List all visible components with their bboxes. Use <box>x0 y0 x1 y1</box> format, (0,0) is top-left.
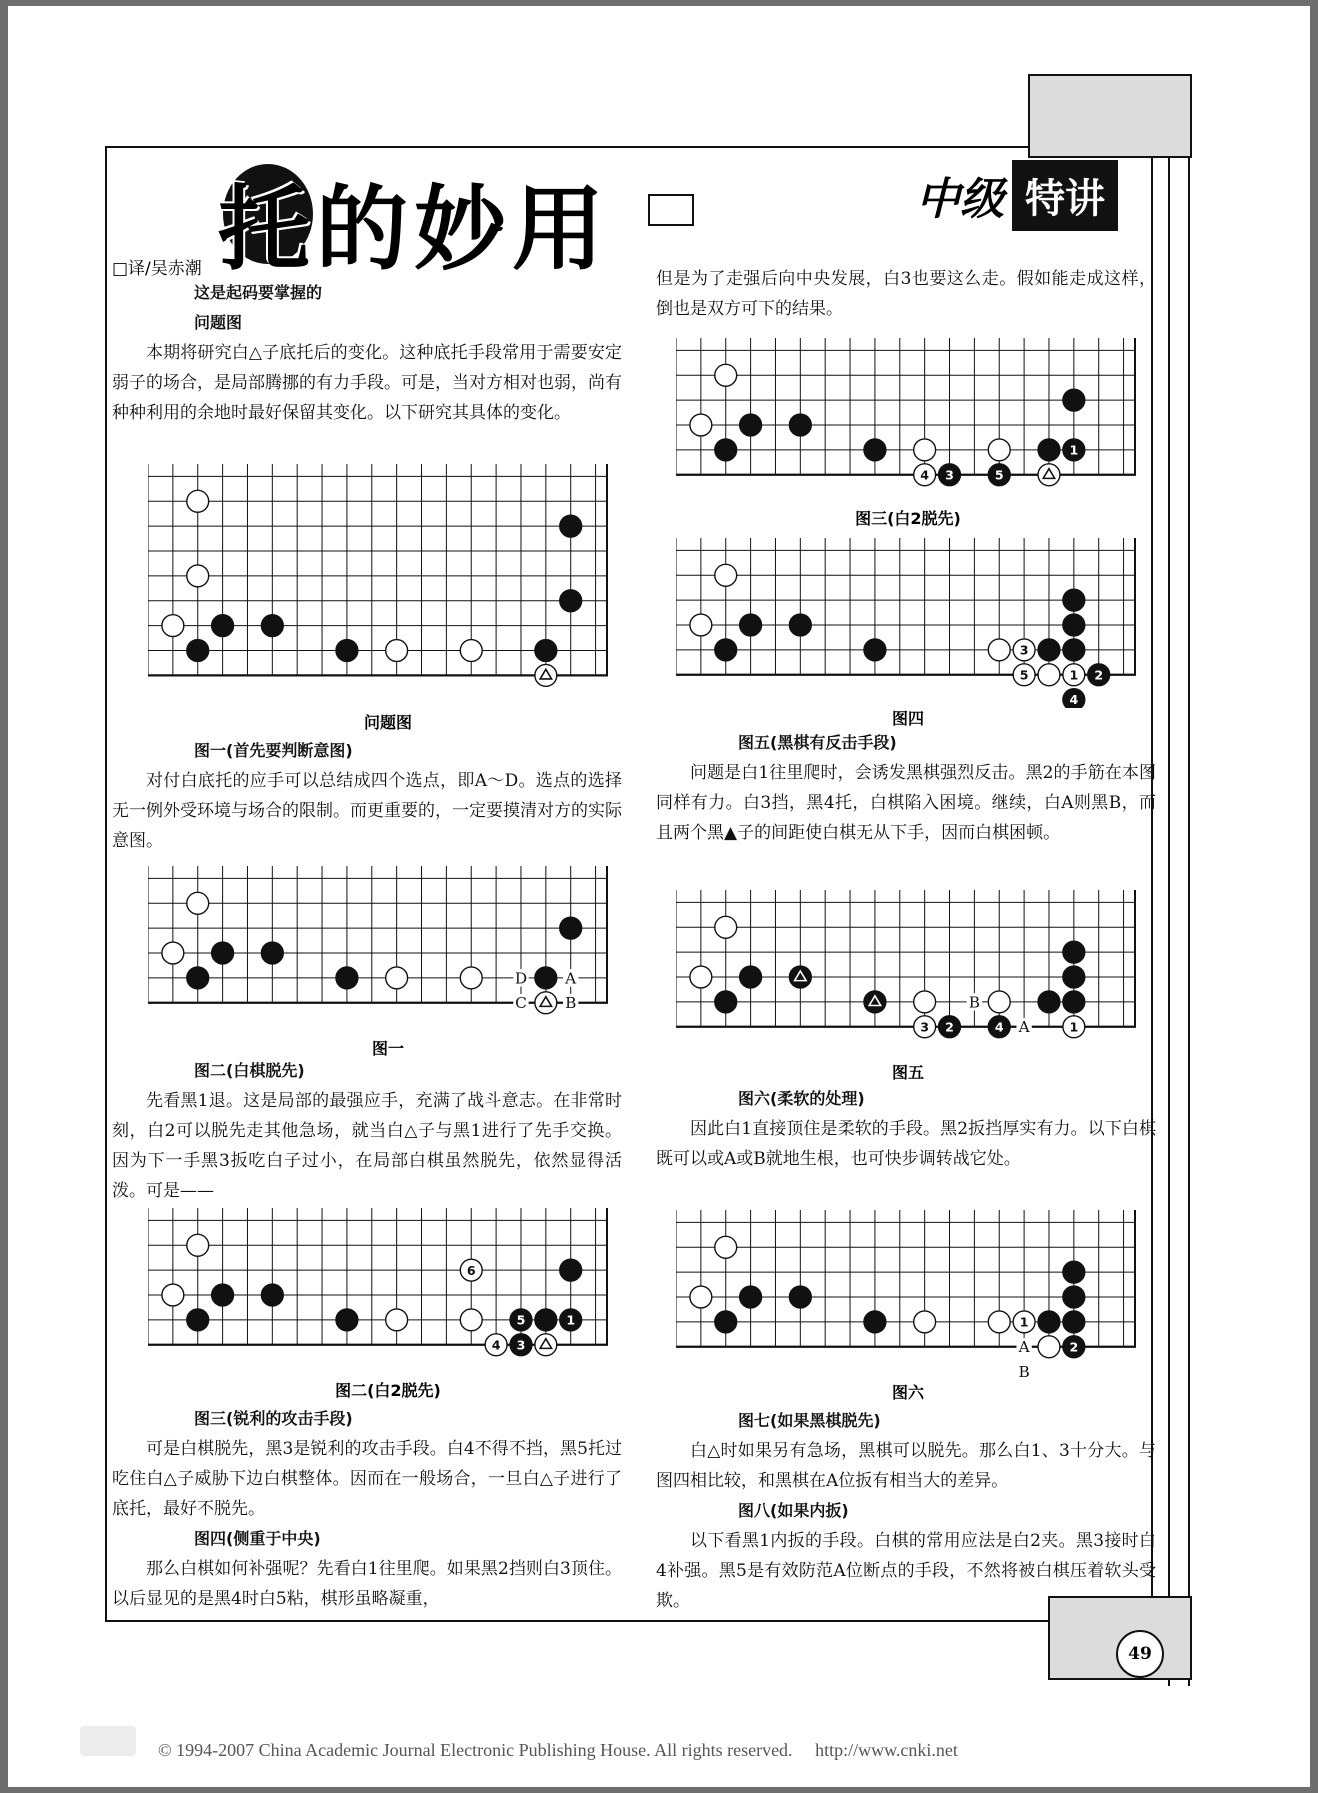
black-stone <box>1063 614 1085 636</box>
black-stone <box>1063 1311 1085 1333</box>
white-stone <box>386 640 408 662</box>
black-stone <box>988 1016 1010 1038</box>
black-stone <box>939 1016 961 1038</box>
white-stone <box>715 916 737 938</box>
fig4-heading: 图四(侧重于中央) <box>194 1529 321 1548</box>
svg-text:5: 5 <box>516 1312 526 1328</box>
white-stone <box>1038 664 1060 686</box>
fig3-heading: 图三(锐利的攻击手段) <box>194 1409 353 1428</box>
footer-url: http://www.cnki.net <box>815 1740 958 1760</box>
go-board-fig2 <box>148 1208 608 1378</box>
svg-text:4: 4 <box>491 1337 501 1353</box>
black-stone <box>1063 1261 1085 1283</box>
white-stone <box>914 1016 936 1038</box>
series-label <box>908 164 1118 226</box>
black-stone <box>535 1309 557 1331</box>
white-stone <box>386 1309 408 1331</box>
black-stone <box>1063 1336 1085 1358</box>
white-stone <box>715 564 737 586</box>
black-stone <box>864 639 886 661</box>
caption-problem: 问题图 <box>363 713 412 732</box>
svg-text:3: 3 <box>920 1019 930 1035</box>
svg-text:3: 3 <box>945 467 954 483</box>
black-stone <box>1063 639 1085 661</box>
white-stone <box>187 565 209 587</box>
white-stone <box>914 1311 936 1333</box>
svg-text:2: 2 <box>945 1019 954 1035</box>
black-stone <box>560 590 582 612</box>
go-board-fig6 <box>676 1210 1136 1380</box>
black-stone <box>336 640 358 662</box>
black-stone <box>1038 439 1060 461</box>
series-level: 中级 <box>916 174 1004 225</box>
fig8-paragraph: 以下看黑1内扳的手段。白棋的常用应法是白2夹。黑3接时白4补强。黑5是有效防范A位断点的手段，不然将被白棋压着软头受欺。 <box>656 1531 1156 1611</box>
intro-heading: 这是起码要掌握的 <box>194 283 323 302</box>
black-stone <box>510 1334 532 1356</box>
black-stone <box>1063 439 1085 461</box>
go-board-problem <box>148 464 608 694</box>
black-stone <box>336 967 358 989</box>
caption-fig1: 图一 <box>371 1039 404 1058</box>
fig3-paragraph: 可是白棋脱先，黑3是锐利的攻击手段。白4不得不挡，黑5托过吃住白△子威胁下边白棋整体。因而在一般场合，一旦白△子进行了底托，最好不脱先。 <box>112 1439 622 1519</box>
svg-text:A: A <box>1018 1338 1030 1357</box>
article-title: 托的妙用 <box>218 176 611 283</box>
white-stone <box>1013 664 1035 686</box>
board-letter <box>1016 1363 1031 1380</box>
svg-text:1: 1 <box>1069 442 1079 458</box>
white-stone <box>988 991 1010 1013</box>
white-stone <box>1038 1336 1060 1358</box>
black-stone <box>1063 689 1085 708</box>
black-stone <box>1038 991 1060 1013</box>
svg-text:1: 1 <box>1019 1314 1029 1330</box>
black-stone <box>560 1309 582 1331</box>
left-col-fig2 <box>112 1056 622 1206</box>
page <box>8 6 1310 1787</box>
black-stone <box>715 439 737 461</box>
black-stone <box>789 414 811 436</box>
fig4-paragraph: 那么白棋如何补强呢？先看白1往里爬。如果黑2挡则白3顶住。以后显见的是黑4时白5粘，棋形虽略凝重， <box>112 1559 622 1609</box>
caption-fig5: 图五 <box>891 1063 924 1082</box>
right-col-fig7-fig8 <box>656 1406 1156 1616</box>
right-col-fig6 <box>656 1084 1156 1174</box>
white-stone <box>187 490 209 512</box>
white-stone <box>690 614 712 636</box>
white-stone <box>187 892 209 914</box>
white-stone <box>690 414 712 436</box>
fig7-heading: 图七(如果黑棋脱先) <box>738 1411 881 1430</box>
black-stone <box>212 615 234 637</box>
black-stone <box>715 639 737 661</box>
black-stone <box>560 917 582 939</box>
black-stone <box>510 1309 532 1331</box>
white-stone <box>715 1236 737 1258</box>
black-stone <box>1088 664 1110 686</box>
fig7-paragraph: 白△时如果另有急场，黑棋可以脱先。那么白1、3十分大。与图四相比较，和黑棋在A位扳有相当大的差异。 <box>656 1441 1156 1491</box>
byline: □译/吴赤潮 <box>112 259 202 279</box>
go-board-fig1 <box>148 866 608 1036</box>
svg-text:4: 4 <box>1069 692 1079 708</box>
white-stone <box>1038 464 1060 486</box>
black-stone <box>1063 589 1085 611</box>
black-stone <box>212 1284 234 1306</box>
svg-text:1: 1 <box>566 1312 576 1328</box>
svg-text:4: 4 <box>994 1019 1004 1035</box>
white-stone <box>485 1334 507 1356</box>
white-stone <box>1063 1016 1085 1038</box>
svg-text:5: 5 <box>994 467 1004 483</box>
pillar-top-ornament <box>1028 74 1192 158</box>
white-stone <box>162 1284 184 1306</box>
white-stone <box>690 966 712 988</box>
black-stone <box>187 967 209 989</box>
svg-text:A: A <box>1018 1018 1030 1037</box>
svg-text:2: 2 <box>1069 1339 1079 1355</box>
svg-text:2: 2 <box>1094 667 1104 683</box>
fig6-paragraph: 因此白1直接顶住是柔软的手段。黑2扳挡厚实有力。以下白棋既可以或A或B就地生根，也可快步调转战它处。 <box>656 1119 1156 1169</box>
black-stone <box>1038 1311 1060 1333</box>
black-stone <box>261 615 283 637</box>
black-stone <box>261 1284 283 1306</box>
black-stone <box>864 991 886 1013</box>
svg-text:3: 3 <box>516 1337 526 1353</box>
caption-fig4: 图四 <box>891 709 924 728</box>
intro-paragraph: 本期将研究白△子底托后的变化。这种底托手段常用于需要安定弱子的场合，是局部腾挪的有力手段。可是，当对方相对也弱，尚有种种利用的余地时最好保留其变化。以下研究其具体的变化。 <box>112 343 622 423</box>
left-col-fig3-fig4 <box>112 1404 622 1614</box>
black-stone <box>789 614 811 636</box>
fig2-paragraph: 先看黑1退。这是局部的最强应手，充满了战斗意志。在非常时刻，白2可以脱先走其他急场，就当白△子与黑1进行了先手交换。因为下一手黑3扳吃白子过小，在局部白棋虽然脱先，依然显得活泼。可是—— <box>112 1091 622 1201</box>
svg-text:1: 1 <box>1069 1019 1079 1035</box>
white-stone <box>988 439 1010 461</box>
fig6-heading: 图六(柔软的处理) <box>738 1089 865 1108</box>
svg-text:A: A <box>565 969 577 988</box>
white-stone <box>1013 1311 1035 1333</box>
white-stone <box>914 991 936 1013</box>
svg-text:B: B <box>565 994 577 1013</box>
black-stone <box>740 966 762 988</box>
black-stone <box>560 515 582 537</box>
black-stone <box>1063 966 1085 988</box>
right-col-fig5 <box>656 728 1156 848</box>
svg-text:B: B <box>968 993 981 1012</box>
black-stone <box>864 439 886 461</box>
white-stone <box>460 967 482 989</box>
caption-fig2: 图二(白2脱先) <box>335 1381 441 1400</box>
white-stone <box>914 464 936 486</box>
white-stone <box>460 1309 482 1331</box>
black-stone <box>187 640 209 662</box>
white-stone <box>535 992 557 1014</box>
svg-text:5: 5 <box>1019 667 1029 683</box>
go-board-fig3 <box>676 338 1136 508</box>
caption-fig3: 图三(白2脱先) <box>855 509 961 528</box>
white-stone <box>535 1334 557 1356</box>
svg-text:B: B <box>1018 1363 1030 1380</box>
black-stone <box>715 1311 737 1333</box>
white-stone <box>460 640 482 662</box>
black-stone <box>560 1259 582 1281</box>
black-stone <box>740 1286 762 1308</box>
fig2-heading: 图二(白棋脱先) <box>194 1061 305 1080</box>
white-stone <box>535 664 557 686</box>
fig8-heading: 图八(如果内扳) <box>738 1501 849 1520</box>
black-stone <box>939 464 961 486</box>
black-stone <box>1063 991 1085 1013</box>
title-box-decoration <box>648 194 694 226</box>
black-stone <box>535 967 557 989</box>
svg-text:C: C <box>515 994 527 1013</box>
page-number: 49 <box>1116 1630 1164 1678</box>
left-col-fig1 <box>112 736 622 856</box>
footer-copyright: © 1994-2007 China Academic Journal Electronic Publishing House. All rights reserved. <box>158 1740 793 1760</box>
black-stone <box>212 942 234 964</box>
series-name: 特讲 <box>1012 160 1118 231</box>
pillar-rail-right <box>1188 76 1190 1686</box>
svg-text:4: 4 <box>920 467 930 483</box>
black-stone <box>864 1311 886 1333</box>
caption-fig6: 图六 <box>891 1383 924 1402</box>
white-stone <box>162 615 184 637</box>
board-letter <box>1016 1018 1031 1036</box>
black-stone <box>1063 1286 1085 1308</box>
svg-text:1: 1 <box>1069 667 1079 683</box>
fig1-paragraph: 对付白底托的应手可以总结成四个选点，即A～D。选点的选择无一例外受环境与场合的限制。而更重要的，一定要摸清对方的实际意图。 <box>112 771 622 851</box>
cnki-logo <box>80 1726 136 1756</box>
board-letter <box>967 993 982 1011</box>
white-stone <box>386 967 408 989</box>
white-stone <box>187 1234 209 1256</box>
fig5-paragraph: 问题是白1往里爬时，会诱发黑棋强烈反击。黑2的手筋在本图同样有力。白3挡，黑4托，白棋陷入困境。继续，白A则黑B，而且两个黑▲子的间距使白棋无从下手，因而白棋困顿。 <box>656 763 1156 843</box>
black-stone <box>1038 639 1060 661</box>
right-col-cont <box>656 264 1156 324</box>
go-board-fig4 <box>676 538 1136 708</box>
white-stone <box>988 1311 1010 1333</box>
svg-text:6: 6 <box>466 1262 476 1278</box>
white-stone <box>1013 639 1035 661</box>
black-stone <box>740 414 762 436</box>
black-stone <box>789 966 811 988</box>
board-letter <box>563 994 578 1012</box>
fig5-heading: 图五(黑棋有反击手段) <box>738 733 897 752</box>
black-stone <box>336 1309 358 1331</box>
pillar-rail-left <box>1168 96 1170 1686</box>
go-board-fig5 <box>676 890 1136 1060</box>
footer <box>158 1740 958 1761</box>
board-letter <box>513 969 528 987</box>
black-stone <box>1063 941 1085 963</box>
black-stone <box>715 991 737 1013</box>
white-stone <box>988 639 1010 661</box>
white-stone <box>715 364 737 386</box>
left-col-intro <box>112 278 622 428</box>
svg-text:3: 3 <box>1019 642 1029 658</box>
svg-text:D: D <box>514 969 528 988</box>
board-letter <box>1016 1338 1031 1356</box>
black-stone <box>1063 389 1085 411</box>
black-stone <box>535 640 557 662</box>
board-letter <box>563 969 578 987</box>
white-stone <box>1063 664 1085 686</box>
white-stone <box>460 1259 482 1281</box>
white-stone <box>690 1286 712 1308</box>
problem-heading: 问题图 <box>194 313 243 332</box>
black-stone <box>187 1309 209 1331</box>
fig1-heading: 图一(首先要判断意图) <box>194 741 353 760</box>
white-stone <box>914 439 936 461</box>
continuation-paragraph: 但是为了走强后向中央发展，白3也要这么走。假如能走成这样，倒也是双方可下的结果。 <box>656 269 1156 319</box>
black-stone <box>789 1286 811 1308</box>
board-letter <box>513 994 528 1012</box>
white-stone <box>162 942 184 964</box>
black-stone <box>988 464 1010 486</box>
black-stone <box>740 614 762 636</box>
black-stone <box>261 942 283 964</box>
